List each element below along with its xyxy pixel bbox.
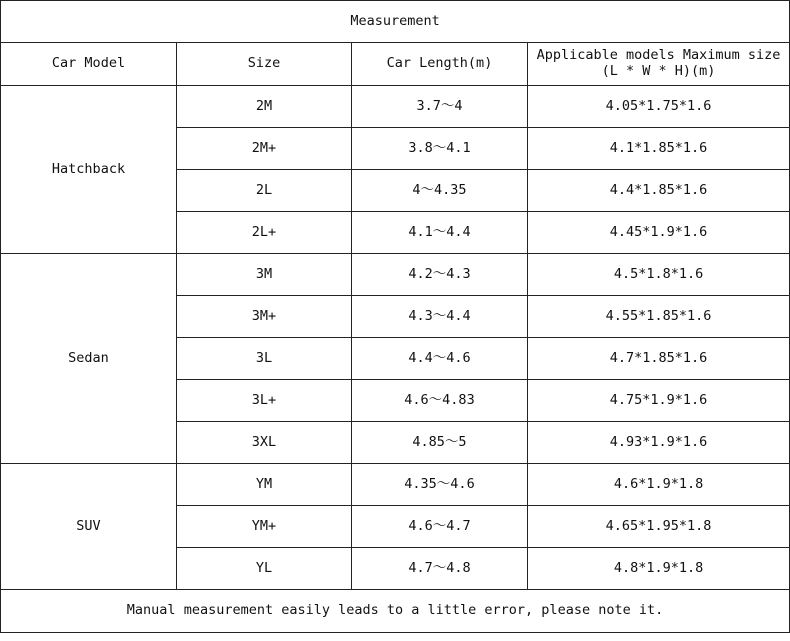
max-size-cell: 4.93*1.9*1.6: [528, 422, 790, 464]
size-cell: 2M: [177, 86, 352, 128]
car-length-cell: 4.1～4.4: [352, 212, 528, 254]
size-cell: YM+: [177, 506, 352, 548]
car-length-cell: 4～4.35: [352, 170, 528, 212]
car-length-cell: 4.4～4.6: [352, 338, 528, 380]
car-length-cell: 4.85～5: [352, 422, 528, 464]
max-size-cell: 4.8*1.9*1.8: [528, 548, 790, 590]
car-length-cell: 4.6～4.7: [352, 506, 528, 548]
car-length-cell: 3.8～4.1: [352, 128, 528, 170]
size-cell: 3XL: [177, 422, 352, 464]
size-cell: 2M+: [177, 128, 352, 170]
max-size-cell: 4.05*1.75*1.6: [528, 86, 790, 128]
car-model-cell: Hatchback: [1, 86, 177, 254]
car-length-cell: 4.35～4.6: [352, 464, 528, 506]
car-length-cell: 4.3～4.4: [352, 296, 528, 338]
car-model-cell: SUV: [1, 464, 177, 590]
header-max-size: [528, 43, 790, 86]
size-cell: 3L: [177, 338, 352, 380]
header-car-length: Car Length(m): [352, 43, 528, 86]
car-length-cell: 4.2～4.3: [352, 254, 528, 296]
max-size-cell: 4.4*1.85*1.6: [528, 170, 790, 212]
size-cell: YL: [177, 548, 352, 590]
car-length-cell: 4.7～4.8: [352, 548, 528, 590]
table-row: [1, 254, 790, 296]
header-car-model: Car Model: [1, 43, 177, 86]
max-size-cell: 4.65*1.95*1.8: [528, 506, 790, 548]
max-size-cell: 4.75*1.9*1.6: [528, 380, 790, 422]
header-max-size-line2: (L * W * H)(m): [601, 63, 716, 79]
size-cell: 2L+: [177, 212, 352, 254]
table-title: Measurement: [1, 1, 790, 43]
footer-note: Manual measurement easily leads to a little error, please note it.: [1, 590, 790, 633]
max-size-cell: 4.45*1.9*1.6: [528, 212, 790, 254]
header-max-size-line1: Applicable models Maximum size: [536, 47, 781, 64]
car-length-cell: 4.6～4.83: [352, 380, 528, 422]
table-row: [1, 464, 790, 506]
max-size-cell: 4.6*1.9*1.8: [528, 464, 790, 506]
car-length-cell: 3.7～4: [352, 86, 528, 128]
size-cell: 3L+: [177, 380, 352, 422]
max-size-cell: 4.1*1.85*1.6: [528, 128, 790, 170]
table-row: [1, 86, 790, 128]
header-size: Size: [177, 43, 352, 86]
size-cell: 3M+: [177, 296, 352, 338]
max-size-cell: 4.55*1.85*1.6: [528, 296, 790, 338]
car-model-cell: Sedan: [1, 254, 177, 464]
max-size-cell: 4.7*1.85*1.6: [528, 338, 790, 380]
max-size-cell: 4.5*1.8*1.6: [528, 254, 790, 296]
size-cell: 2L: [177, 170, 352, 212]
size-cell: YM: [177, 464, 352, 506]
size-cell: 3M: [177, 254, 352, 296]
